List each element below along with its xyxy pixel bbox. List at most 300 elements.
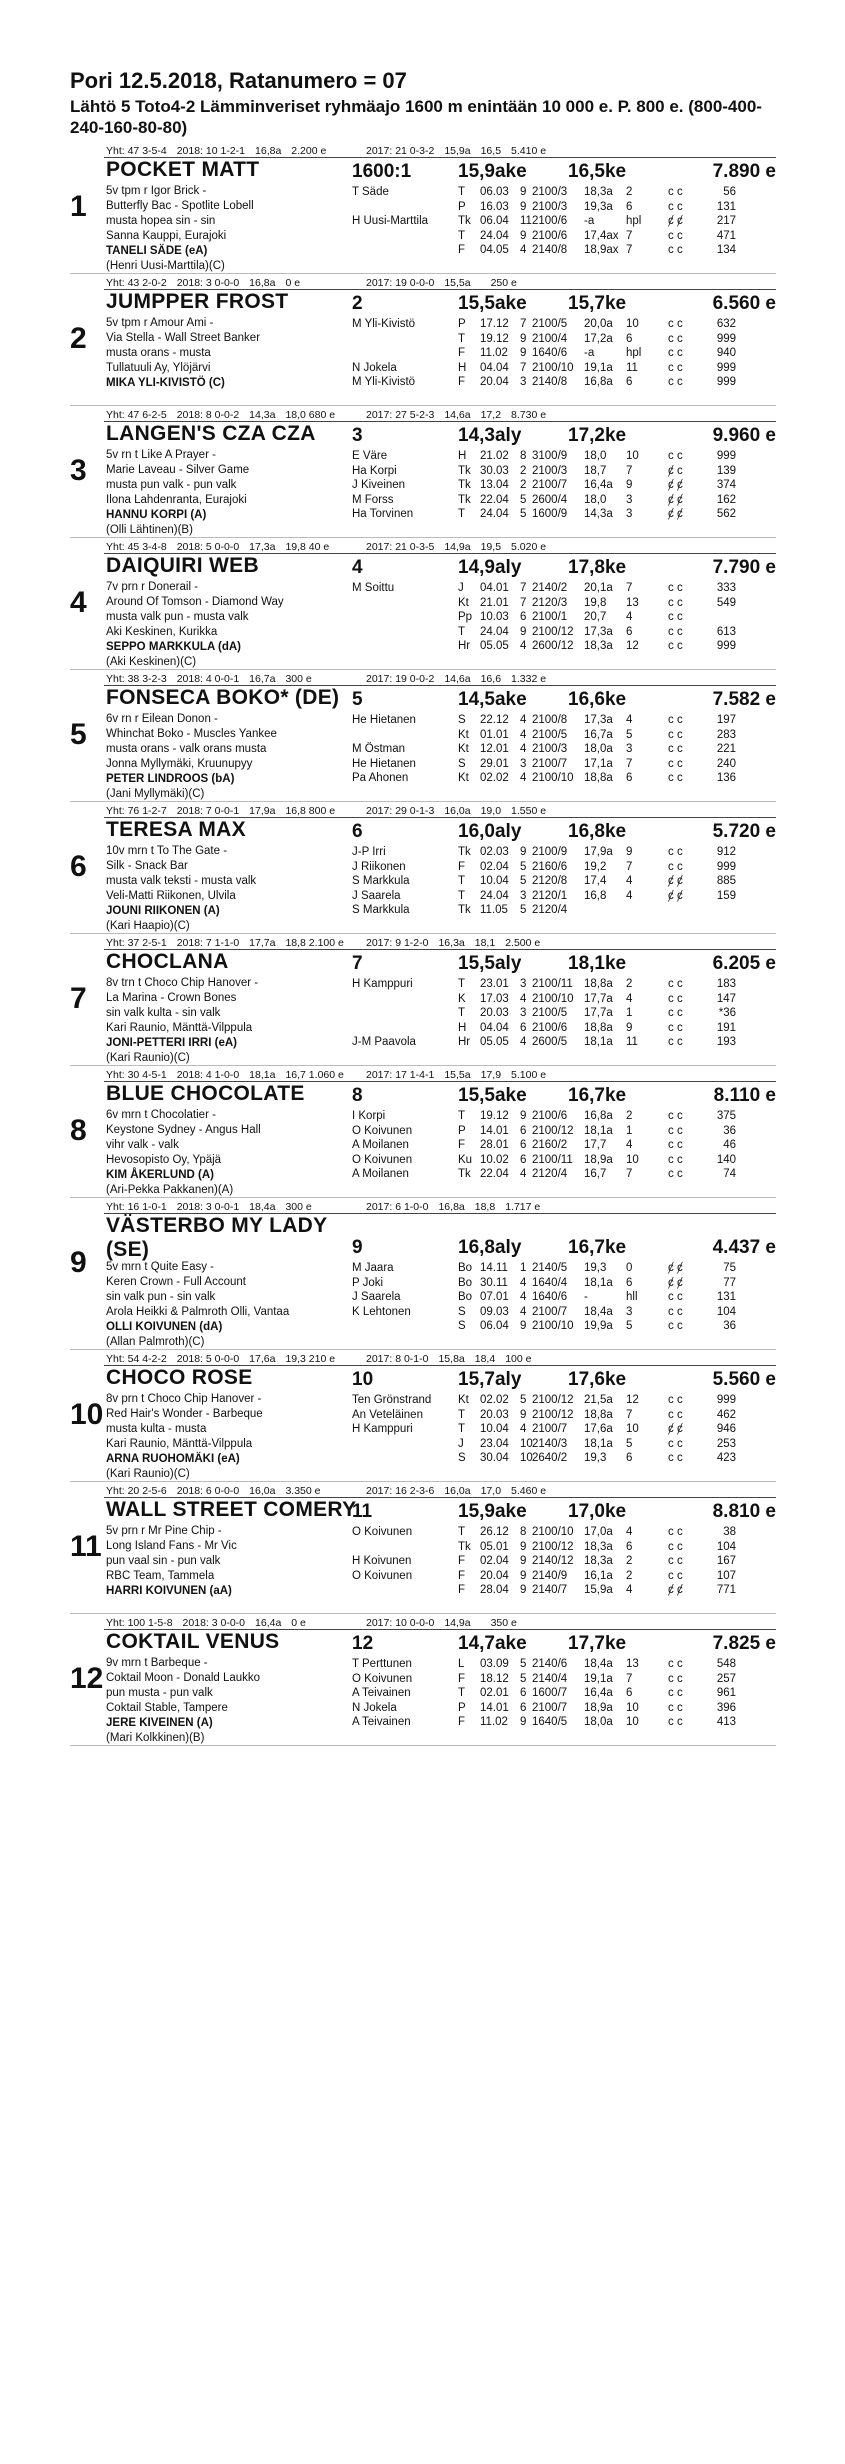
- start-date: 04.04: [480, 361, 509, 374]
- horse-info-line: Keren Crown - Full Account: [106, 1276, 246, 1288]
- start-pos: 4: [520, 1423, 527, 1435]
- start-pos: 4: [520, 1168, 527, 1180]
- horse-driver: PETER LINDROOS (bA): [106, 773, 235, 785]
- start-shoes: c c: [668, 714, 683, 726]
- start-track: L: [458, 1658, 465, 1670]
- start-shoes: c c: [668, 1320, 683, 1332]
- horse-driver: JOUNI RIIKONEN (A): [106, 905, 220, 917]
- horse-stats-line: [106, 145, 547, 157]
- horse-entry: [70, 802, 776, 934]
- start-shoes: ȼ ȼ: [668, 889, 683, 902]
- start-pos: 9: [520, 1716, 527, 1728]
- start-prize: 107: [716, 1569, 736, 1582]
- horse-post: 2: [352, 293, 363, 314]
- start-track: Tk: [458, 846, 471, 858]
- start-time: 18,9a: [584, 1701, 613, 1714]
- start-odds: 10: [626, 1701, 639, 1714]
- start-prize: 632: [716, 318, 736, 330]
- start-odds: 2: [626, 978, 633, 990]
- horse-prev-stats: [366, 805, 556, 817]
- start-time: -: [584, 1291, 588, 1303]
- start-shoes: c c: [668, 186, 683, 198]
- start-odds: 3: [626, 1305, 633, 1318]
- horse-stat: 2017: 21 0-3-5: [366, 541, 435, 553]
- start-odds: 2: [626, 1569, 633, 1582]
- start-odds: 3: [626, 508, 633, 520]
- start-pos: 10: [520, 1452, 533, 1464]
- horse-info-line: sin valk kulta - sin valk: [106, 1007, 221, 1019]
- start-date: 24.04: [480, 229, 509, 242]
- start-odds: 9: [626, 1021, 633, 1034]
- horse-info-line: musta orans - valk orans musta: [106, 743, 267, 755]
- horse-info-line: Red Hair's Wonder - Barbeque: [106, 1408, 263, 1420]
- horse-entry: [70, 1350, 776, 1482]
- start-prize: 462: [716, 1408, 736, 1421]
- start-driver: O Koivunen: [352, 1526, 413, 1538]
- horse-info-line: pun vaal sin - pun valk: [106, 1555, 221, 1567]
- start-time: 18,8a: [584, 978, 613, 990]
- start-shoes: c c: [668, 332, 683, 345]
- start-pos: 4: [520, 728, 527, 741]
- horse-stat: Yht: 30 4-5-1: [106, 1069, 167, 1081]
- start-odds: 7: [626, 1408, 633, 1421]
- horse-name: CHOCO ROSE: [106, 1366, 253, 1389]
- start-shoes: c c: [668, 743, 683, 755]
- horse-info-line: RBC Team, Tammela: [106, 1570, 215, 1582]
- start-date: 04.04: [480, 1021, 509, 1034]
- start-shoes: ȼ ȼ: [668, 493, 683, 506]
- start-dist: 2100/6: [532, 1021, 568, 1034]
- start-shoes: c c: [668, 1021, 683, 1034]
- horse-stat: 16,8 800 e: [285, 805, 336, 817]
- horse-stat: 19,3 210 e: [285, 1353, 336, 1365]
- horse-stat: 16,6: [480, 673, 502, 685]
- start-track: F: [458, 1569, 466, 1582]
- start-pos: 4: [520, 992, 527, 1005]
- start-dist: 1640/4: [532, 1276, 568, 1289]
- start-prize: 999: [716, 1394, 736, 1406]
- start-dist: 2100/5: [532, 318, 568, 330]
- start-dist: 2100/10: [532, 772, 574, 784]
- start-track: F: [458, 1672, 466, 1685]
- start-shoes: c c: [668, 992, 683, 1005]
- start-shoes: c c: [668, 229, 683, 242]
- horse-trainer: (Aki Keskinen)(C): [106, 656, 197, 668]
- start-prize: 396: [716, 1701, 736, 1714]
- horse-stat: 5.410 e: [511, 145, 547, 157]
- horse-stat: 2018: 3 0-0-0: [182, 1617, 246, 1629]
- start-driver: He Hietanen: [352, 757, 416, 770]
- start-date: 16.03: [480, 200, 509, 213]
- start-time: 16,4a: [584, 1687, 613, 1699]
- horse-driver: JONI-PETTERI IRRI (eA): [106, 1037, 237, 1049]
- start-prize: 36: [723, 1124, 736, 1137]
- start-shoes: c c: [668, 640, 683, 652]
- start-shoes: c c: [668, 1716, 683, 1728]
- horse-record-auto: 14,3aly: [458, 425, 522, 446]
- horse-record-volt: 18,1ke: [568, 953, 627, 974]
- start-shoes: c c: [668, 1305, 683, 1318]
- start-dist: 2600/4: [532, 493, 568, 506]
- start-dist: 2100/10: [532, 1320, 574, 1332]
- start-dist: 2120/1: [532, 889, 568, 902]
- horse-info: [106, 1392, 354, 1482]
- start-shoes: c c: [668, 200, 683, 213]
- horse-info-line: Silk - Snack Bar: [106, 860, 188, 872]
- start-time: 18,9ax: [584, 244, 619, 256]
- start-track: Tk: [458, 215, 471, 227]
- start-dist: 2120/3: [532, 596, 568, 609]
- horse-stat: 15,9a: [444, 145, 471, 157]
- horse-driver: JERE KIVEINEN (A): [106, 1717, 213, 1729]
- start-dist: 2140/3: [532, 1437, 568, 1450]
- horse-stat: 15,8a: [438, 1353, 465, 1365]
- page-title: Pori 12.5.2018, Ratanumero = 07: [70, 68, 407, 93]
- horse-stat: 17,2: [480, 409, 502, 421]
- start-pos: 7: [520, 361, 527, 374]
- start-odds: 7: [626, 860, 633, 873]
- start-pos: 1: [520, 1262, 527, 1274]
- start-dist: 1640/6: [532, 347, 568, 359]
- start-time: 18,4a: [584, 1658, 613, 1670]
- start-pos: 3: [520, 978, 527, 990]
- start-odds: 6: [626, 1452, 633, 1464]
- start-shoes: c c: [668, 1139, 683, 1151]
- start-dist: 2100/3: [532, 186, 568, 198]
- start-time: 18,1a: [584, 1124, 613, 1137]
- start-dist: 2100/7: [532, 1701, 568, 1714]
- start-track: Kt: [458, 743, 469, 755]
- start-prize: 104: [716, 1540, 736, 1553]
- start-track: P: [458, 318, 466, 330]
- horse-stat: 17,6a: [249, 1353, 276, 1365]
- start-track: H: [458, 361, 467, 374]
- start-driver: A Teivainen: [352, 1687, 411, 1699]
- horse-info: [106, 316, 354, 391]
- start-date: 17.12: [480, 318, 509, 330]
- start-driver: N Jokela: [352, 1701, 397, 1714]
- start-driver: H Kamppuri: [352, 978, 413, 990]
- start-date: 04.01: [480, 582, 509, 594]
- start-odds: 5: [626, 1320, 633, 1332]
- start-odds: hpl: [626, 347, 642, 359]
- start-prize: 961: [716, 1687, 736, 1699]
- horse-stat: 2018: 7 1-1-0: [176, 937, 240, 949]
- horse-stat: 2017: 16 2-3-6: [366, 1485, 435, 1497]
- start-date: 22.04: [480, 493, 509, 506]
- start-pos: 9: [520, 846, 527, 858]
- horse-stat: 1.332 e: [511, 673, 547, 685]
- start-dist: 2140/9: [532, 1569, 568, 1582]
- start-track: Bo: [458, 1262, 473, 1274]
- start-shoes: ȼ ȼ: [668, 1276, 683, 1289]
- start-time: 18,1a: [584, 1036, 613, 1048]
- horse-info-line: 10v mrn t To The Gate -: [106, 845, 228, 857]
- horse-prev-stats: [366, 1617, 527, 1629]
- horse-stat: 16,3a: [438, 937, 465, 949]
- horse-winnings: 8.810 e: [712, 1501, 776, 1522]
- start-prize: 46: [723, 1139, 736, 1151]
- horse-stat: 2.500 e: [505, 937, 541, 949]
- start-date: 19.12: [480, 332, 509, 345]
- horse-stat: 2018: 4 1-0-0: [176, 1069, 240, 1081]
- horse-stat: 0 e: [291, 1617, 306, 1629]
- horse-driver: HARRI KOIVUNEN (aA): [106, 1585, 232, 1597]
- start-shoes: c c: [668, 1526, 683, 1538]
- start-pos: 5: [520, 493, 527, 506]
- horse-info-line: musta valk teksti - musta valk: [106, 875, 257, 887]
- start-time: 19,9a: [584, 1320, 613, 1332]
- horse-stat: Yht: 76 1-2-7: [106, 805, 167, 817]
- start-prize: 136: [716, 772, 736, 784]
- start-dist: 2100/6: [532, 215, 568, 227]
- horse-stat: 100 e: [505, 1353, 532, 1365]
- horse-record-auto: 15,9ake: [458, 161, 527, 182]
- horse-driver: KIM ÅKERLUND (A): [106, 1169, 214, 1181]
- horse-stats-line: [106, 277, 517, 289]
- start-track: Hr: [458, 1036, 471, 1048]
- horse-post: 8: [352, 1085, 363, 1106]
- start-pos: 3: [520, 889, 527, 902]
- start-odds: 7: [626, 244, 633, 256]
- start-date: 01.01: [480, 728, 509, 741]
- start-pos: 11: [520, 215, 532, 227]
- horse-number: 11: [70, 1530, 102, 1563]
- start-pos: 4: [520, 1291, 527, 1303]
- start-odds: 9: [626, 846, 633, 858]
- start-prize: 197: [716, 714, 736, 726]
- start-dist: 2140/7: [532, 1584, 568, 1596]
- start-odds: 6: [626, 772, 633, 784]
- start-dist: 2120/8: [532, 875, 568, 887]
- start-odds: 10: [626, 1153, 639, 1166]
- start-date: 20.04: [480, 1569, 509, 1582]
- start-time: 16,7a: [584, 728, 613, 741]
- start-track: T: [458, 1423, 466, 1435]
- horse-stat: Yht: 37 2-5-1: [106, 937, 167, 949]
- start-date: 03.09: [480, 1658, 509, 1670]
- start-date: 23.04: [480, 1437, 509, 1450]
- horse-record-auto: 14,9aly: [458, 557, 522, 578]
- start-dist: 2100/4: [532, 332, 568, 345]
- start-shoes: c c: [668, 757, 683, 770]
- horse-name: VÄSTERBO MY LADY (SE): [106, 1214, 328, 1261]
- horse-stat: 5.020 e: [511, 541, 547, 553]
- horse-stat: 2017: 8 0-1-0: [366, 1353, 429, 1365]
- start-prize: 74: [723, 1168, 736, 1180]
- horse-stat: 17,9: [480, 1069, 502, 1081]
- horse-stat: 2018: 5 0-0-0: [176, 1353, 240, 1365]
- start-shoes: c c: [668, 1110, 683, 1122]
- start-time: 18,3a: [584, 186, 613, 198]
- horse-info-line: 5v tpm r Igor Brick -: [106, 185, 207, 197]
- start-odds: 6: [626, 332, 633, 345]
- horse-record-auto: 15,5ake: [458, 293, 527, 314]
- horse-stat: 14,6a: [444, 673, 471, 685]
- start-driver: J Saarela: [352, 889, 401, 902]
- start-dist: 2140/8: [532, 244, 568, 256]
- horse-stat: 2017: 19 0-0-2: [366, 673, 435, 685]
- start-pos: 2: [520, 464, 527, 477]
- horse-post: 3: [352, 425, 363, 446]
- start-shoes: c c: [668, 1291, 683, 1303]
- horse-info-line: 5v prn r Mr Pine Chip -: [106, 1525, 222, 1537]
- start-date: 24.04: [480, 889, 509, 902]
- horse-info: [106, 448, 354, 538]
- horse-record-volt: 15,7ke: [568, 293, 627, 314]
- horse-prev-stats: [366, 409, 556, 421]
- start-track: Tk: [458, 493, 471, 506]
- start-time: 18,3a: [584, 1555, 613, 1567]
- start-driver: S Markkula: [352, 904, 410, 916]
- horse-info: [106, 976, 354, 1066]
- start-odds: 7: [626, 229, 633, 242]
- start-date: 23.01: [480, 978, 509, 990]
- start-track: Bo: [458, 1276, 473, 1289]
- start-odds: 4: [626, 1526, 633, 1538]
- start-shoes: c c: [668, 596, 683, 609]
- start-date: 10.02: [480, 1153, 509, 1166]
- start-pos: 5: [520, 1394, 527, 1406]
- start-dist: 2140/2: [532, 582, 568, 594]
- horse-stat: 16,8a: [255, 145, 282, 157]
- start-dist: 2100/12: [532, 625, 574, 638]
- start-odds: 2: [626, 1110, 633, 1122]
- start-prize: 159: [716, 889, 736, 902]
- start-dist: 2140/8: [532, 376, 568, 388]
- horse-info-line: 6v mrn t Chocolatier -: [106, 1109, 216, 1121]
- start-time: 16,8: [584, 889, 607, 902]
- start-pos: 9: [520, 229, 527, 242]
- start-date: 02.02: [480, 1394, 509, 1406]
- start-date: 12.01: [480, 743, 509, 755]
- horse-stat: 17,0: [480, 1485, 502, 1497]
- start-shoes: ȼ ȼ: [668, 875, 683, 887]
- start-dist: 2100/10: [532, 361, 574, 374]
- horse-stat: 15,5a: [444, 277, 471, 289]
- horse-stat: Yht: 20 2-5-6: [106, 1485, 167, 1497]
- start-time: 17,1a: [584, 757, 613, 770]
- start-driver: M Yli-Kivistö: [352, 376, 416, 388]
- start-odds: 3: [626, 743, 633, 755]
- start-pos: 5: [520, 904, 527, 916]
- start-time: 19,3: [584, 1452, 607, 1464]
- horse-stat: 16,5: [480, 145, 502, 157]
- start-prize: 375: [716, 1110, 736, 1122]
- start-track: T: [458, 625, 466, 638]
- horse-number: 12: [70, 1662, 104, 1695]
- start-driver: Ha Korpi: [352, 464, 397, 477]
- start-odds: 13: [626, 596, 639, 609]
- horse-info-line: 5v tpm r Amour Ami -: [106, 317, 214, 329]
- start-shoes: c c: [668, 625, 683, 638]
- start-time: 19,3: [584, 1262, 607, 1274]
- start-prize: 167: [716, 1555, 736, 1567]
- start-date: 30.04: [480, 1452, 509, 1464]
- horse-stat: 16,0a: [249, 1485, 276, 1497]
- start-odds: hll: [626, 1291, 638, 1303]
- start-pos: 6: [520, 1153, 527, 1166]
- horse-info: [106, 844, 354, 934]
- start-track: T: [458, 186, 466, 198]
- start-date: 21.02: [480, 450, 509, 462]
- start-prize: *36: [718, 1007, 736, 1019]
- horse-info-line: Kari Raunio, Mänttä-Vilppula: [106, 1022, 253, 1034]
- horse-list: [70, 142, 776, 1746]
- horse-stat: 2017: 19 0-0-0: [366, 277, 435, 289]
- start-pos: 4: [520, 1305, 527, 1318]
- start-pos: 9: [520, 200, 527, 213]
- start-odds: 6: [626, 1540, 633, 1553]
- horse-stat: 2.200 e: [291, 145, 327, 157]
- start-time: 17,9a: [584, 846, 613, 858]
- start-date: 24.04: [480, 625, 509, 638]
- start-time: 18,0a: [584, 1716, 613, 1728]
- start-track: Tk: [458, 464, 471, 477]
- horse-info-line: musta kulta - musta: [106, 1423, 207, 1435]
- start-odds: 1: [626, 1124, 633, 1137]
- horse-name: TERESA MAX: [106, 818, 246, 841]
- horse-stat: Yht: 38 3-2-3: [106, 673, 167, 685]
- start-time: 18,0: [584, 493, 607, 506]
- horse-info-line: pun musta - pun valk: [106, 1687, 213, 1699]
- start-time: 17,3a: [584, 714, 613, 726]
- start-dist: 2100/11: [532, 978, 573, 990]
- horse-info-line: Keystone Sydney - Angus Hall: [106, 1124, 261, 1136]
- start-pos: 6: [520, 1687, 527, 1699]
- start-shoes: c c: [668, 1701, 683, 1714]
- start-shoes: c c: [668, 1036, 683, 1048]
- horse-winnings: 7.582 e: [712, 689, 776, 710]
- start-prize: 38: [723, 1526, 736, 1538]
- horse-stat: 14,3a: [249, 409, 276, 421]
- start-dist: 1640/5: [532, 1716, 568, 1728]
- horse-stats-line: [106, 1485, 547, 1497]
- start-track: Pp: [458, 611, 473, 623]
- start-prize: 193: [716, 1036, 736, 1048]
- start-pos: 4: [520, 244, 527, 256]
- horse-stat: 2018: 6 0-0-0: [176, 1485, 240, 1497]
- start-shoes: c c: [668, 1124, 683, 1137]
- start-prize: 940: [716, 347, 736, 359]
- start-pos: 5: [520, 508, 527, 520]
- horse-number: 10: [70, 1398, 104, 1431]
- start-track: Tk: [458, 1168, 471, 1180]
- start-prize: 75: [723, 1262, 736, 1274]
- start-odds: 2: [626, 186, 633, 198]
- horse-info-line: 8v trn t Choco Chip Hanover -: [106, 977, 259, 989]
- horse-stat: 14,9a: [444, 541, 471, 553]
- start-track: Kt: [458, 1394, 469, 1406]
- start-time: 19,2: [584, 860, 607, 873]
- start-odds: 10: [626, 1716, 639, 1728]
- start-track: T: [458, 1408, 466, 1421]
- horse-entry: [70, 1482, 776, 1614]
- start-prize: 147: [716, 992, 736, 1005]
- horse-stats-line: [106, 673, 547, 685]
- start-driver: O Koivunen: [352, 1569, 413, 1582]
- horse-trainer: (Ari-Pekka Pakkanen)(A): [106, 1184, 234, 1196]
- start-pos: 6: [520, 1124, 527, 1137]
- start-shoes: c c: [668, 1394, 683, 1406]
- horse-trainer: (Mari Kolkkinen)(B): [106, 1732, 205, 1744]
- start-odds: 4: [626, 1584, 633, 1596]
- horse-number: 9: [70, 1246, 87, 1279]
- start-shoes: c c: [668, 978, 683, 990]
- start-driver: J Saarela: [352, 1291, 401, 1303]
- start-date: 06.04: [480, 215, 509, 227]
- start-dist: 2160/2: [532, 1139, 568, 1151]
